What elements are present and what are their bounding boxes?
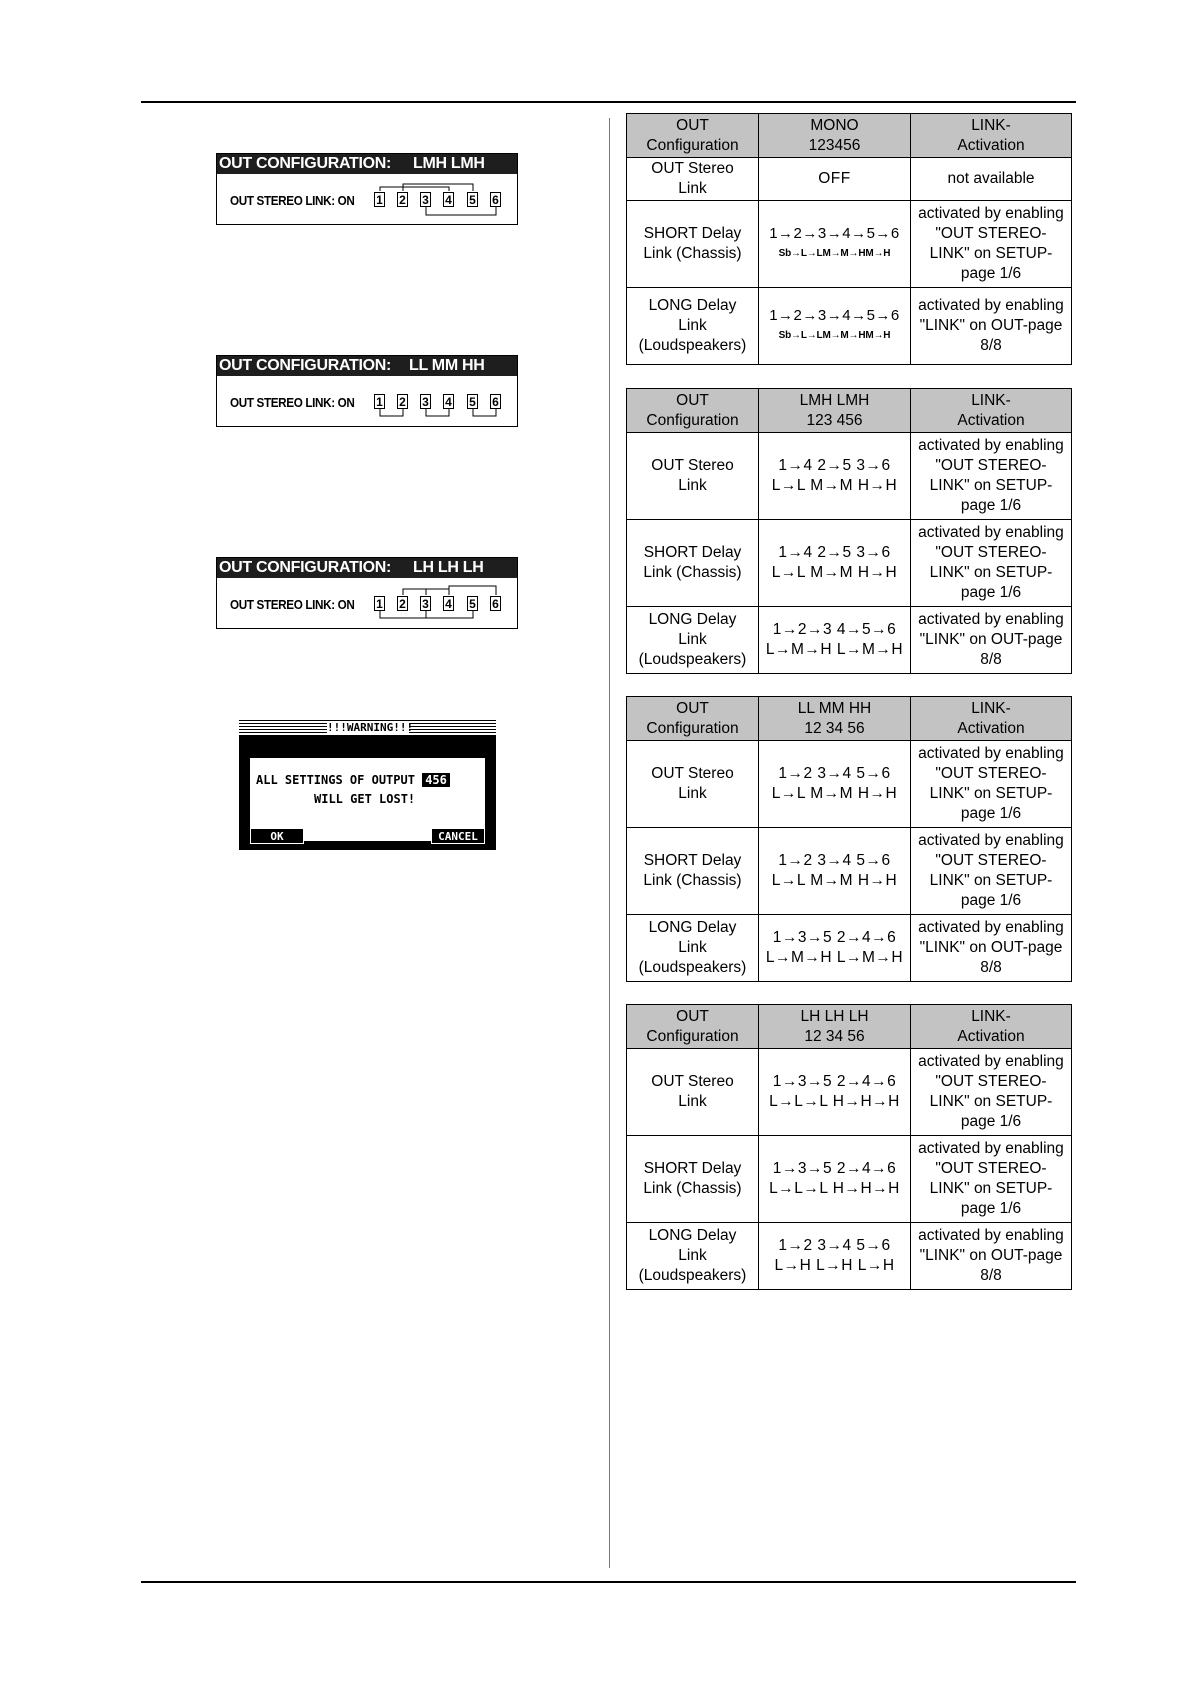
row-label: SHORT Delay Link (Chassis)	[627, 1136, 759, 1223]
row-activation: not available	[911, 158, 1072, 201]
row-label: SHORT Delay Link (Chassis)	[627, 201, 759, 288]
header-mode: LH LH LH 12 34 56	[759, 1005, 911, 1049]
row-label: LONG Delay Link (Loudspeakers)	[627, 1223, 759, 1290]
row-link: 1→4 2→5 3→6 L→L M→M H→H	[759, 433, 911, 520]
row-link-bands: Sb→L→LM→M→HM→H	[778, 248, 891, 259]
link-lines	[217, 154, 519, 226]
output-box-1: 1	[374, 394, 385, 409]
lcd-panel-ll-mm-hh	[216, 355, 518, 427]
header-activation: LINK- Activation	[911, 1005, 1072, 1049]
warning-body	[239, 736, 496, 850]
row-link-cell	[759, 288, 911, 365]
output-box-3: 3	[420, 192, 431, 207]
output-box-3: 3	[420, 596, 431, 611]
output-box-4: 4	[443, 394, 454, 409]
output-box-5: 5	[467, 394, 478, 409]
output-box-4: 4	[443, 192, 454, 207]
header-activation: LINK- Activation	[911, 114, 1072, 158]
table-row	[627, 1136, 1072, 1223]
lcd-mode: LL MM HH	[409, 357, 485, 374]
output-value: 456	[422, 773, 450, 787]
row-link: 1→2 3→4 5→6 L→L M→M H→H	[759, 741, 911, 828]
row-link: OFF	[759, 158, 911, 201]
table-row	[627, 828, 1072, 915]
row-label: SHORT Delay Link (Chassis)	[627, 520, 759, 607]
row-link-cell	[759, 201, 911, 288]
row-activation: activated by enabling "LINK" on OUT-page 8/8	[911, 607, 1072, 674]
row-link: 1→2→3 4→5→6 L→M→H L→M→H	[759, 607, 911, 674]
row-label: OUT Stereo Link	[627, 433, 759, 520]
top-rule	[141, 101, 1076, 103]
table-header-row	[627, 114, 1072, 158]
row-link: 1→2 3→4 5→6 L→H L→H L→H	[759, 1223, 911, 1290]
header-activation: LINK- Activation	[911, 697, 1072, 741]
table-row	[627, 433, 1072, 520]
table-row	[627, 288, 1072, 365]
header-mode: LMH LMH 123 456	[759, 389, 911, 433]
warning-dialog	[239, 720, 496, 850]
row-link: 1→3→5 2→4→6 L→M→H L→M→H	[759, 915, 911, 982]
row-link: 1→3→5 2→4→6 L→L→L H→H→H	[759, 1049, 911, 1136]
lcd-title: OUT CONFIGURATION:	[219, 559, 392, 576]
link-table-lmh-lmh	[626, 388, 1072, 674]
row-label: SHORT Delay Link (Chassis)	[627, 828, 759, 915]
warning-line-1: ACTIVATE STEREO-LINK?	[288, 744, 440, 758]
row-activation: activated by enabling "OUT STEREO- LINK" on SETUP- page 1/6	[911, 1049, 1072, 1136]
row-label: LONG Delay Link (Loudspeakers)	[627, 607, 759, 674]
cancel-button[interactable]: CANCEL	[431, 828, 485, 844]
warning-line-3: WILL GET LOST!	[314, 792, 416, 806]
stereo-link-label: OUT STEREO LINK: ON	[230, 395, 355, 410]
lcd-title: OUT CONFIGURATION:	[219, 357, 392, 374]
row-link: 1→2→3→4→5→6	[769, 307, 900, 324]
output-box-6: 6	[490, 596, 501, 611]
output-box-6: 6	[490, 394, 501, 409]
lcd-panel-lh-lh-lh	[216, 557, 518, 629]
header-configuration: OUT Configuration	[627, 1005, 759, 1049]
row-activation: activated by enabling "OUT STEREO- LINK" on SETUP- page 1/6	[911, 1136, 1072, 1223]
output-box-1: 1	[374, 192, 385, 207]
table-header-row	[627, 389, 1072, 433]
table-row	[627, 1049, 1072, 1136]
stereo-link-label: OUT STEREO LINK: ON	[230, 597, 355, 612]
table-row	[627, 520, 1072, 607]
row-activation: activated by enabling "OUT STEREO- LINK" on SETUP- page 1/6	[911, 520, 1072, 607]
warning-line-2-text: ALL SETTINGS OF OUTPUT	[256, 773, 415, 787]
output-box-6: 6	[490, 192, 501, 207]
lcd-mode: LH LH LH	[413, 559, 484, 576]
row-label: OUT Stereo Link	[627, 158, 759, 201]
link-table-mono	[626, 113, 1072, 365]
output-box-2: 2	[397, 192, 408, 207]
link-table-ll-mm-hh	[626, 696, 1072, 982]
header-activation: LINK- Activation	[911, 389, 1072, 433]
warning-line-2	[256, 773, 450, 787]
output-box-2: 2	[397, 596, 408, 611]
output-box-2: 2	[397, 394, 408, 409]
lcd-mode: LMH LMH	[413, 155, 485, 172]
row-activation: activated by enabling "LINK" on OUT-page 8/8	[911, 288, 1072, 365]
bottom-rule	[141, 1581, 1076, 1583]
header-configuration: OUT Configuration	[627, 114, 759, 158]
row-label: LONG Delay Link (Loudspeakers)	[627, 915, 759, 982]
table-header-row	[627, 697, 1072, 741]
stereo-link-label: OUT STEREO LINK: ON	[230, 193, 355, 208]
row-link: 1→4 2→5 3→6 L→L M→M H→H	[759, 520, 911, 607]
row-activation: activated by enabling "OUT STEREO- LINK" on SETUP- page 1/6	[911, 741, 1072, 828]
output-box-4: 4	[443, 596, 454, 611]
output-box-5: 5	[467, 596, 478, 611]
output-box-3: 3	[420, 394, 431, 409]
row-link: 1→3→5 2→4→6 L→L→L H→H→H	[759, 1136, 911, 1223]
table-row	[627, 607, 1072, 674]
link-lines	[217, 356, 519, 428]
row-activation: activated by enabling "LINK" on OUT-page 8/8	[911, 915, 1072, 982]
ok-button[interactable]: OK	[250, 828, 304, 844]
table-row	[627, 201, 1072, 288]
table-row	[627, 158, 1072, 201]
column-divider	[609, 118, 610, 1568]
row-label: OUT Stereo Link	[627, 1049, 759, 1136]
table-row	[627, 1223, 1072, 1290]
header-mode: LL MM HH 12 34 56	[759, 697, 911, 741]
row-link-bands: Sb→L→LM→M→HM→H	[778, 330, 891, 341]
table-row	[627, 915, 1072, 982]
row-activation: activated by enabling "OUT STEREO- LINK" on SETUP- page 1/6	[911, 433, 1072, 520]
lcd-title: OUT CONFIGURATION:	[219, 155, 392, 172]
table-row	[627, 741, 1072, 828]
lcd-panel-lmh-lmh	[216, 153, 518, 225]
row-label: OUT Stereo Link	[627, 741, 759, 828]
link-table-lh-lh-lh	[626, 1004, 1072, 1290]
row-activation: activated by enabling "OUT STEREO- LINK" on SETUP- page 1/6	[911, 201, 1072, 288]
row-activation: activated by enabling "OUT STEREO- LINK" on SETUP- page 1/6	[911, 828, 1072, 915]
output-box-5: 5	[467, 192, 478, 207]
row-link: 1→2 3→4 5→6 L→L M→M H→H	[759, 828, 911, 915]
row-link: 1→2→3→4→5→6	[769, 225, 900, 242]
table-header-row	[627, 1005, 1072, 1049]
row-activation: activated by enabling "LINK" on OUT-page 8/8	[911, 1223, 1072, 1290]
output-box-1: 1	[374, 596, 385, 611]
header-configuration: OUT Configuration	[627, 697, 759, 741]
link-lines	[217, 558, 519, 630]
warning-title: !!!WARNING!!!	[327, 721, 414, 734]
header-mode: MONO 123456	[759, 114, 911, 158]
header-configuration: OUT Configuration	[627, 389, 759, 433]
row-label: LONG Delay Link (Loudspeakers)	[627, 288, 759, 365]
